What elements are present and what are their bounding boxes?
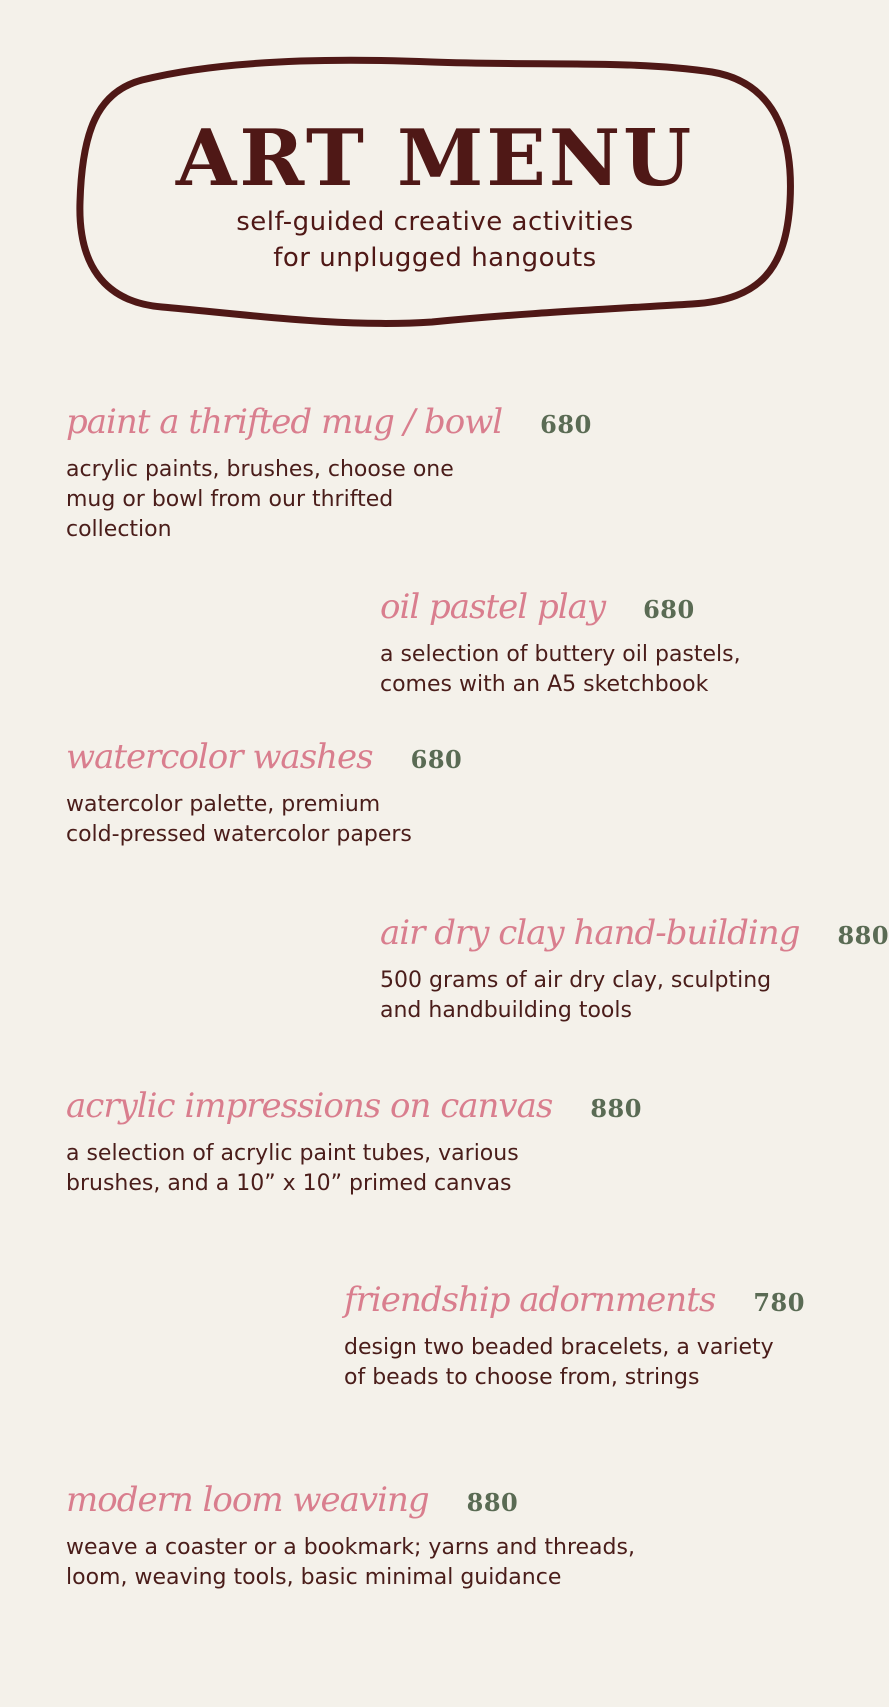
item-price: 880 xyxy=(466,1488,519,1517)
item-price: 680 xyxy=(643,595,695,624)
subtitle-line-2: for unplugged hangouts xyxy=(273,243,597,273)
item-description: weave a coaster or a bookmark; yarns and threads, loom, weaving tools, basic minimal guidance xyxy=(66,1535,635,1591)
item-name: modern loom weaving xyxy=(66,1480,429,1520)
item-name: acrylic impressions on canvas xyxy=(66,1086,553,1126)
subtitle-line-1: self-guided creative activities xyxy=(236,207,634,237)
page-title: ART MENU xyxy=(175,113,695,204)
menu-header xyxy=(72,52,798,334)
item-description: watercolor palette, premium cold-pressed watercolor papers xyxy=(66,792,412,848)
menu-item-acrylic-canvas xyxy=(66,1088,642,1199)
item-description: design two beaded bracelets, a variety of beads to choose from, strings xyxy=(344,1335,774,1391)
item-price: 880 xyxy=(590,1094,642,1123)
item-price: 680 xyxy=(410,745,463,774)
menu-item-mug-bowl xyxy=(66,404,592,545)
menu-item-oil-pastel xyxy=(380,589,741,700)
item-price: 880 xyxy=(837,921,889,950)
menu-item-air-dry-clay xyxy=(380,915,889,1026)
item-description: a selection of buttery oil pastels, comes with an A5 sketchbook xyxy=(380,642,741,698)
item-price: 680 xyxy=(540,410,592,439)
item-name: watercolor washes xyxy=(66,737,373,777)
menu-item-friendship-adornments xyxy=(344,1282,805,1393)
item-name: friendship adornments xyxy=(344,1280,716,1320)
item-name: air dry clay hand-building xyxy=(380,913,800,953)
page-subtitle xyxy=(72,204,798,276)
menu-item-watercolor xyxy=(66,739,462,850)
item-name: paint a thrifted mug / bowl xyxy=(66,402,503,442)
menu-item-loom-weaving xyxy=(66,1482,635,1593)
item-price: 780 xyxy=(753,1288,805,1317)
item-name: oil pastel play xyxy=(380,587,606,627)
item-description: acrylic paints, brushes, choose one mug or bowl from our thrifted collection xyxy=(66,457,454,543)
item-description: a selection of acrylic paint tubes, various brushes, and a 10” x 10” primed canvas xyxy=(66,1141,519,1197)
item-description: 500 grams of air dry clay, sculpting and handbuilding tools xyxy=(380,968,772,1024)
